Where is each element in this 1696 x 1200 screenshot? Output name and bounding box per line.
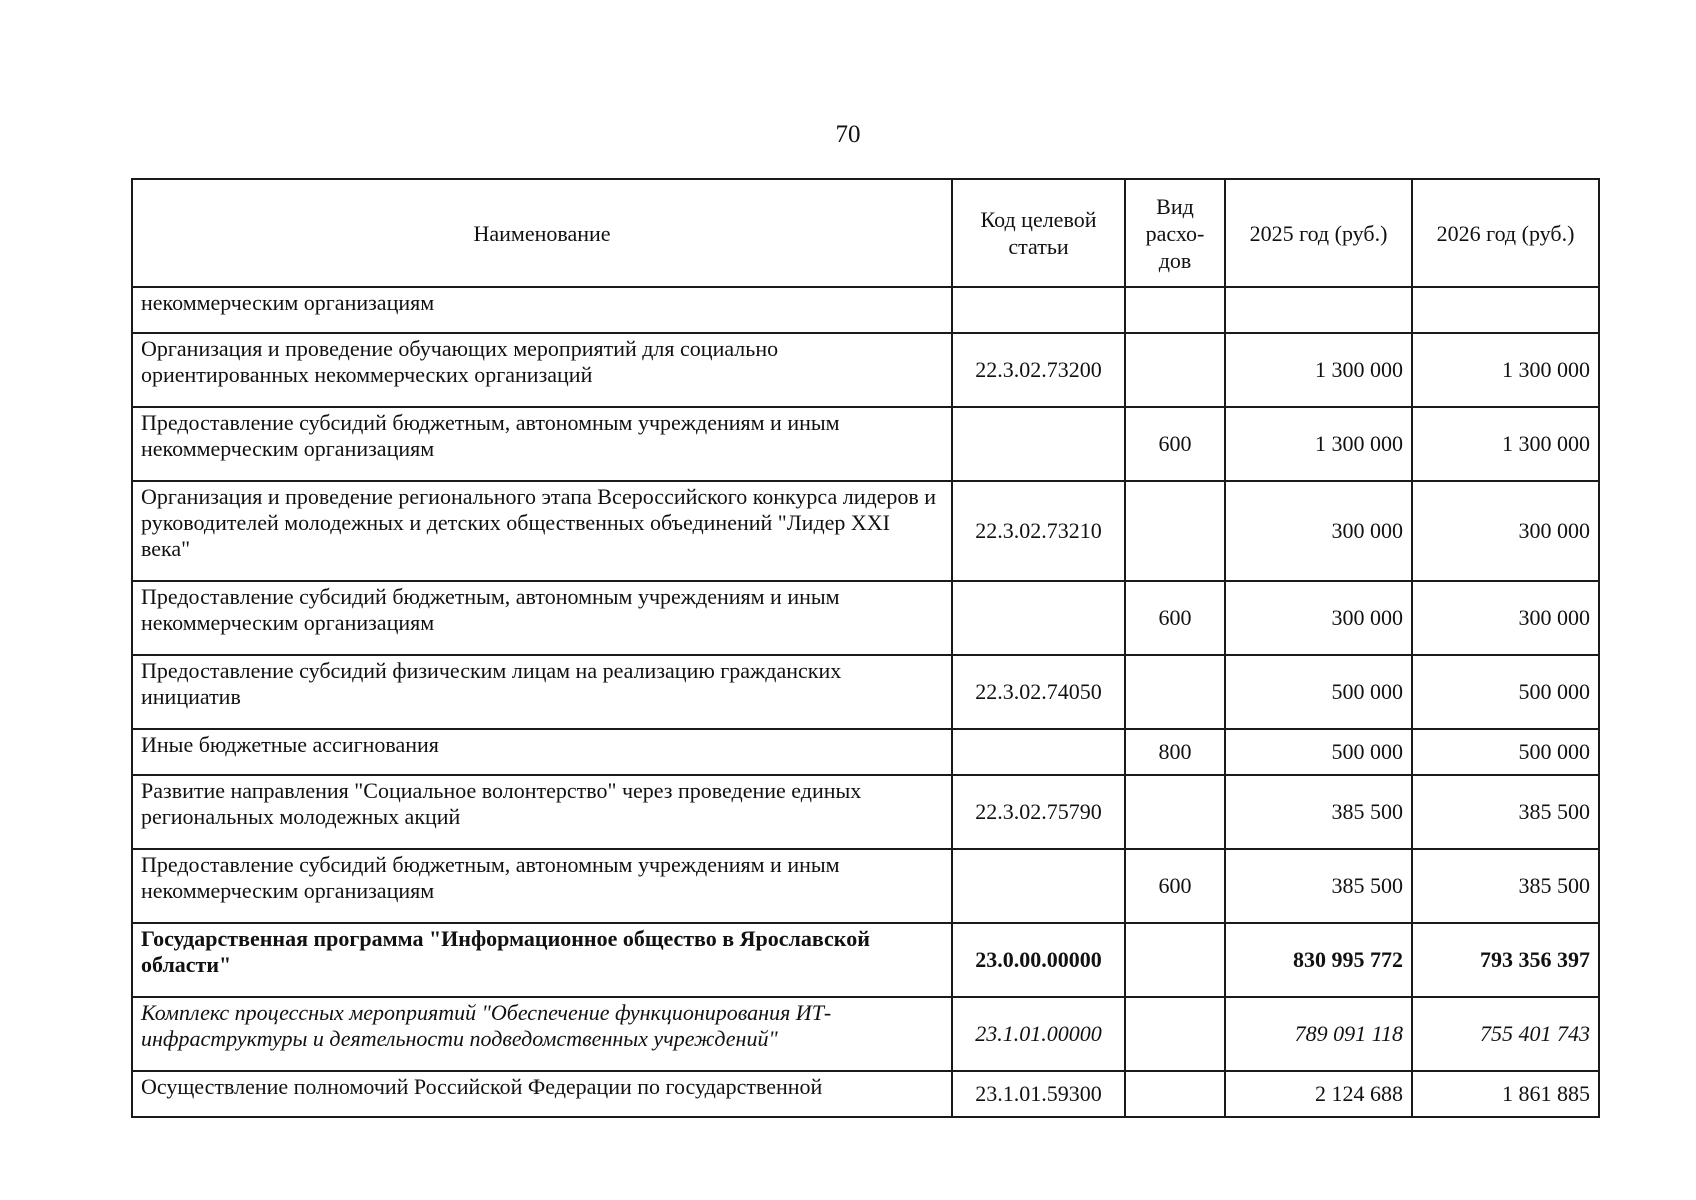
row-name: Государственная программа "Информационное общество в Ярославской области" (132, 923, 952, 997)
row-vid: 800 (1125, 729, 1225, 775)
row-2026: 1 300 000 (1412, 333, 1599, 407)
row-vid (1125, 1071, 1225, 1117)
row-vid: 600 (1125, 407, 1225, 481)
row-2025 (1225, 287, 1412, 333)
table-row (132, 997, 1599, 1071)
table-row (132, 655, 1599, 729)
row-2025: 2 124 688 (1225, 1071, 1412, 1117)
row-name: Иные бюджетные ассигнования (132, 729, 952, 775)
row-code: 23.0.00.00000 (952, 923, 1125, 997)
row-2026: 385 500 (1412, 849, 1599, 923)
row-name: Комплекс процессных мероприятий "Обеспечение функционирования ИТ-инфраструктуры и деятельности подведомственных учреждений" (132, 997, 952, 1071)
row-code: 23.1.01.59300 (952, 1071, 1125, 1117)
row-code (952, 407, 1125, 481)
row-code: 23.1.01.00000 (952, 997, 1125, 1071)
table-row (132, 1071, 1599, 1117)
row-code (952, 287, 1125, 333)
row-code (952, 729, 1125, 775)
header-code: Код целевой статьи (952, 179, 1125, 287)
row-name: Осуществление полномочий Российской Федерации по государственной (132, 1071, 952, 1117)
row-code: 22.3.02.73200 (952, 333, 1125, 407)
table-row (132, 333, 1599, 407)
row-2025: 300 000 (1225, 481, 1412, 581)
row-2025: 500 000 (1225, 729, 1412, 775)
table-row (132, 775, 1599, 849)
row-vid: 600 (1125, 849, 1225, 923)
table-row (132, 407, 1599, 481)
table-row (132, 481, 1599, 581)
header-2025: 2025 год (руб.) (1225, 179, 1412, 287)
row-2025: 500 000 (1225, 655, 1412, 729)
row-2026: 793 356 397 (1412, 923, 1599, 997)
row-code: 22.3.02.75790 (952, 775, 1125, 849)
table-header-row (132, 179, 1599, 287)
row-name: Организация и проведение обучающих мероприятий для социально ориентированных некоммерческих организаций (132, 333, 952, 407)
row-name: Организация и проведение регионального этапа Всероссийского конкурса лидеров и руководителей молодежных и детских общественных объединений "Лидер XXI века" (132, 481, 952, 581)
row-vid (1125, 775, 1225, 849)
header-vid: Вид расхо-дов (1125, 179, 1225, 287)
table-row (132, 287, 1599, 333)
row-name: некоммерческим организациям (132, 287, 952, 333)
row-vid (1125, 923, 1225, 997)
row-name: Предоставление субсидий бюджетным, автономным учреждениям и иным некоммерческим организациям (132, 407, 952, 481)
row-vid: 600 (1125, 581, 1225, 655)
table-row (132, 849, 1599, 923)
row-code (952, 849, 1125, 923)
row-vid (1125, 481, 1225, 581)
row-2025: 1 300 000 (1225, 333, 1412, 407)
table-row (132, 923, 1599, 997)
row-2026: 1 300 000 (1412, 407, 1599, 481)
row-2026: 500 000 (1412, 655, 1599, 729)
row-2026: 385 500 (1412, 775, 1599, 849)
row-2025: 789 091 118 (1225, 997, 1412, 1071)
row-vid (1125, 333, 1225, 407)
row-name: Предоставление субсидий бюджетным, автономным учреждениям и иным некоммерческим организациям (132, 849, 952, 923)
row-code: 22.3.02.74050 (952, 655, 1125, 729)
row-2026: 1 861 885 (1412, 1071, 1599, 1117)
row-2025: 385 500 (1225, 775, 1412, 849)
row-code: 22.3.02.73210 (952, 481, 1125, 581)
row-vid (1125, 287, 1225, 333)
row-2026: 500 000 (1412, 729, 1599, 775)
table-row (132, 729, 1599, 775)
header-name: Наименование (132, 179, 952, 287)
row-name: Развитие направления "Социальное волонтерство" через проведение единых региональных молодежных акций (132, 775, 952, 849)
row-2025: 385 500 (1225, 849, 1412, 923)
row-2025: 300 000 (1225, 581, 1412, 655)
row-2025: 1 300 000 (1225, 407, 1412, 481)
row-2026: 300 000 (1412, 481, 1599, 581)
row-code (952, 581, 1125, 655)
row-name: Предоставление субсидий бюджетным, автономным учреждениям и иным некоммерческим организациям (132, 581, 952, 655)
row-2026 (1412, 287, 1599, 333)
row-2026: 755 401 743 (1412, 997, 1599, 1071)
row-name: Предоставление субсидий физическим лицам на реализацию гражданских инициатив (132, 655, 952, 729)
budget-table (131, 178, 1600, 1118)
row-vid (1125, 997, 1225, 1071)
row-2025: 830 995 772 (1225, 923, 1412, 997)
page-number: 70 (835, 121, 861, 148)
table-row (132, 581, 1599, 655)
row-2026: 300 000 (1412, 581, 1599, 655)
row-vid (1125, 655, 1225, 729)
header-2026: 2026 год (руб.) (1412, 179, 1599, 287)
